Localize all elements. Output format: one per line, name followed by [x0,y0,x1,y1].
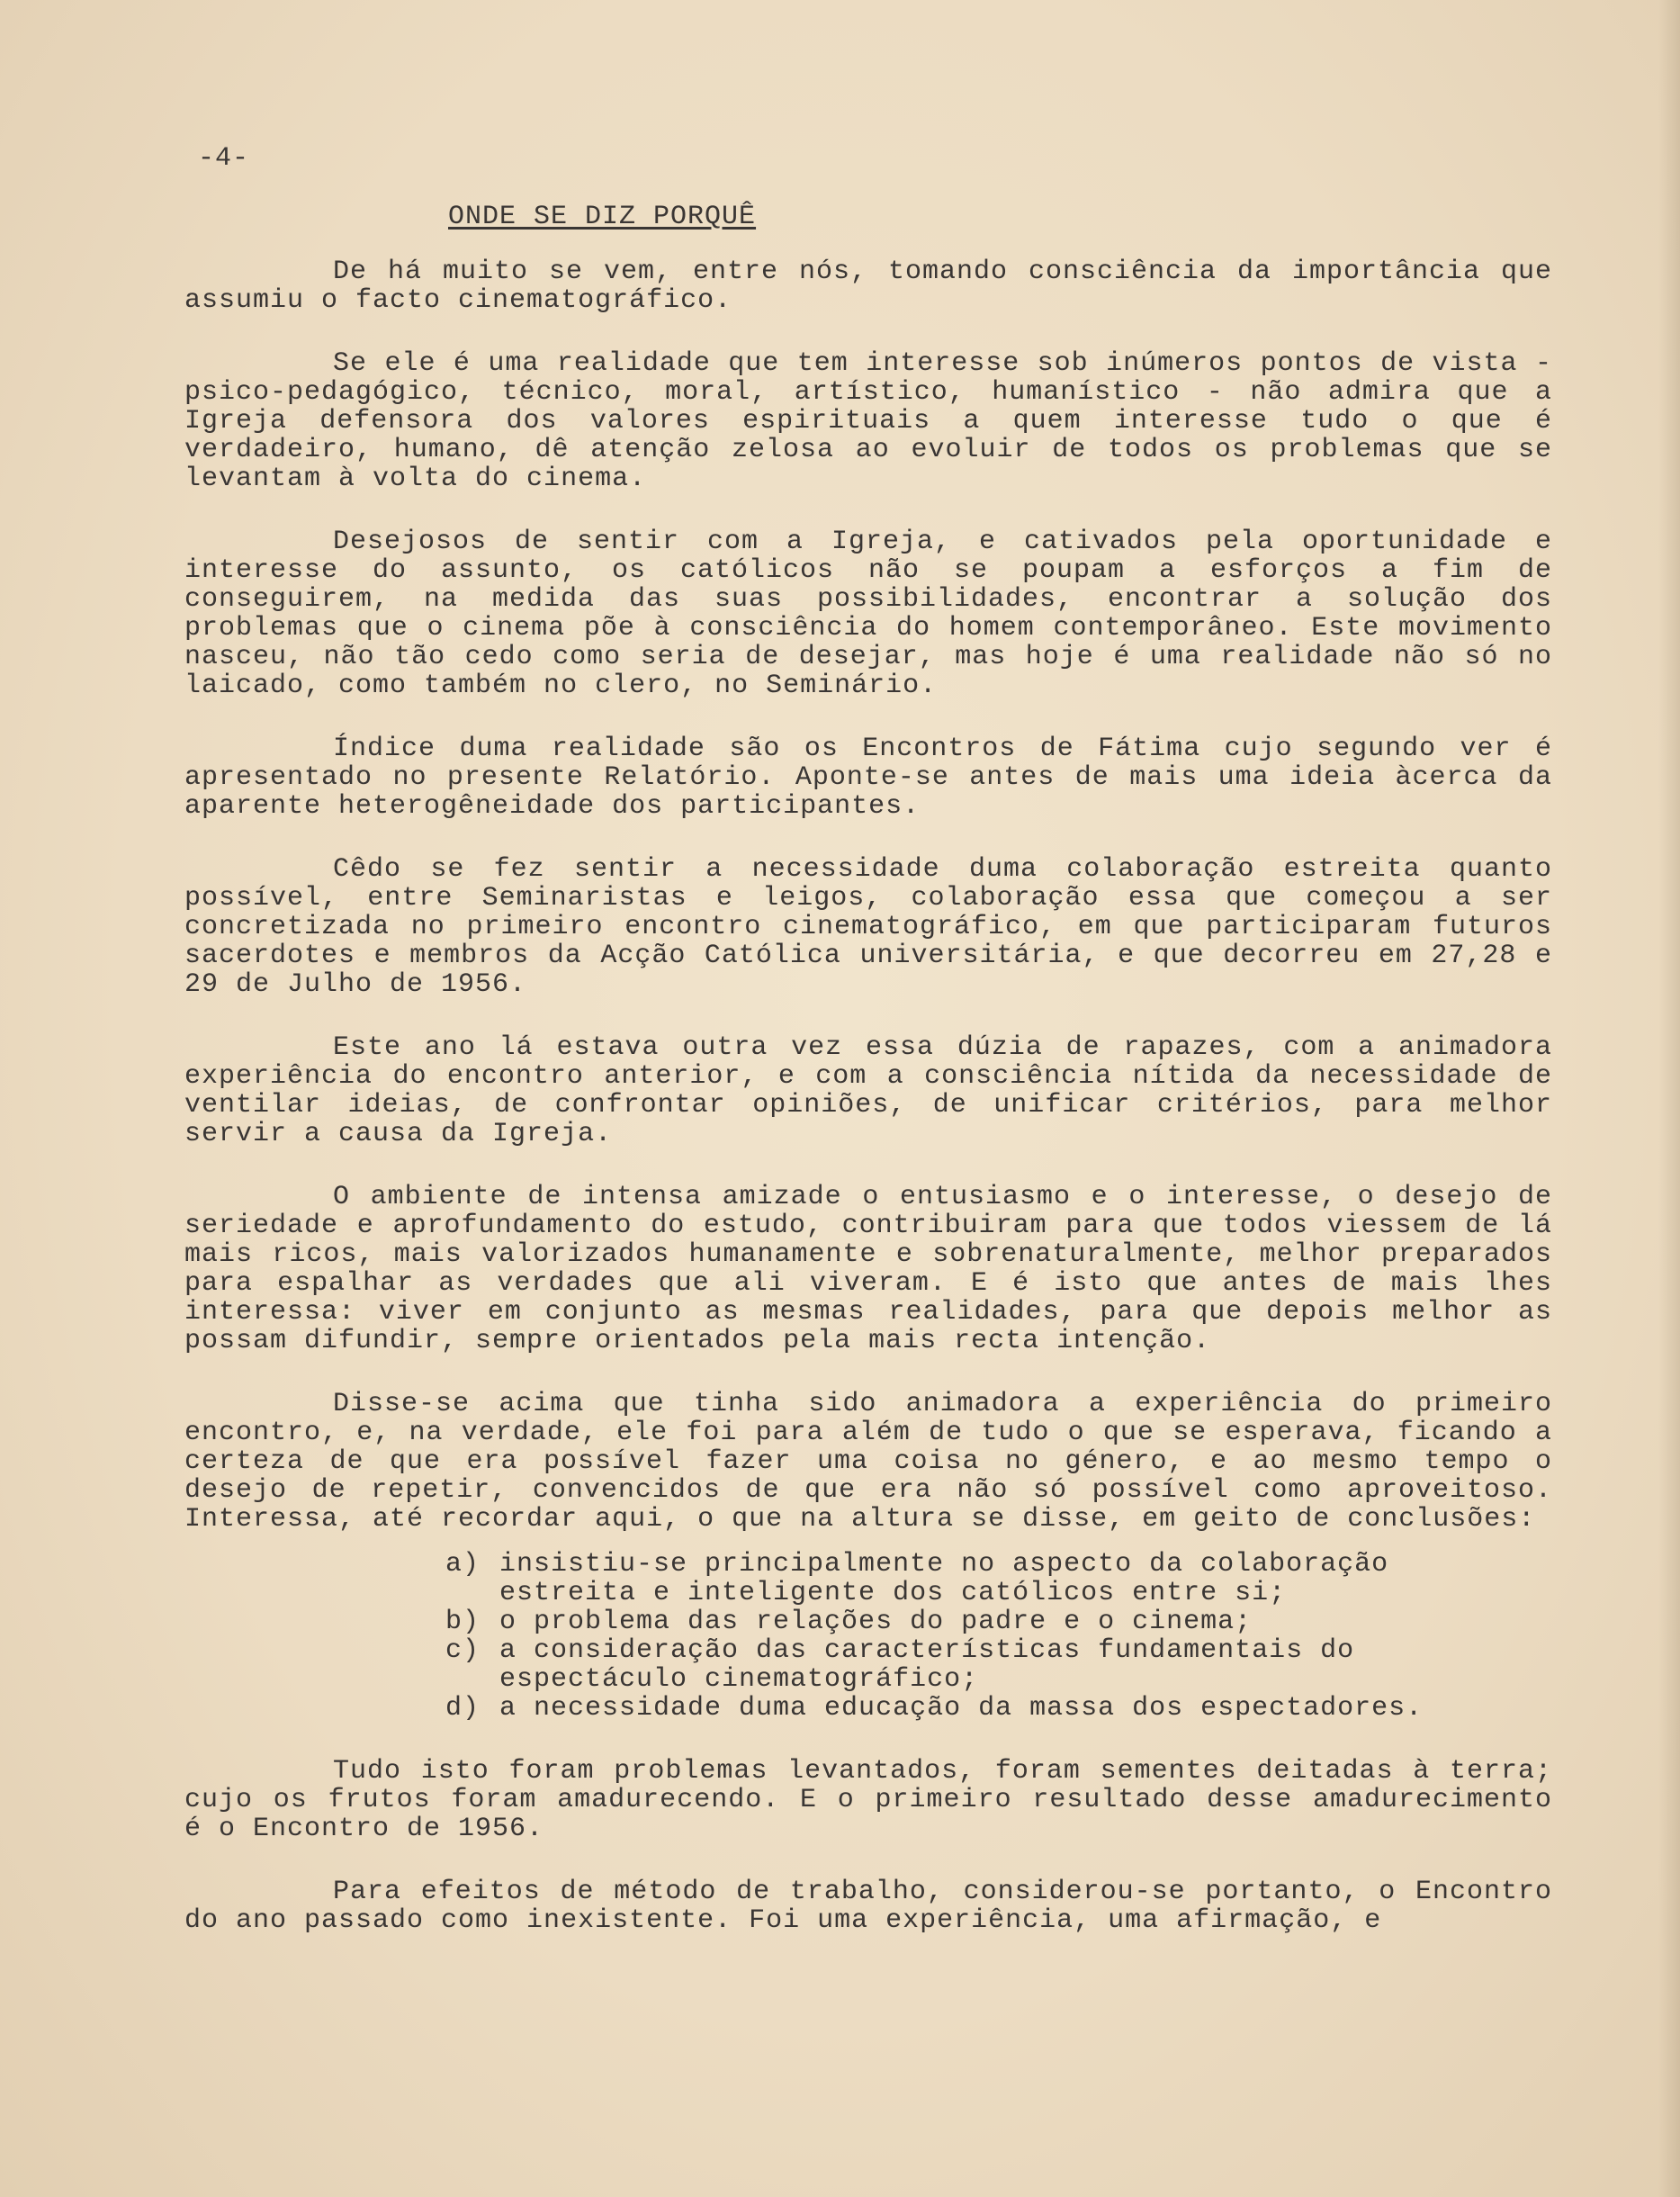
list-item [445,1550,1507,1607]
paragraph: Índice duma realidade são os Encontros de Fátima cujo segundo ver é apresentado no presente Relatório. Aponte-se antes de mais uma ideia àcerca da aparente heterogêneidade dos participantes. [184,734,1552,822]
list-item [445,1694,1507,1723]
paragraph: De há muito se vem, entre nós, tomando consciência da importância que assumiu o facto cinematográfico. [184,257,1552,316]
list-item [445,1607,1507,1636]
paragraph: Para efeitos de método de trabalho, considerou-se portanto, o Encontro do ano passado como inexistente. Foi uma experiência, uma afirmação, e [184,1877,1552,1936]
paragraph: Se ele é uma realidade que tem interesse sob inúmeros pontos de vista - psico-pedagógico, técnico, moral, artístico, humanístico - não admira que a Igreja defensora dos valores espirituais a quem interesse tudo o que é verdadeiro, humano, dê atenção zelosa ao evoluir de todos os problemas que se levantam à volta do cinema. [184,348,1552,494]
list-marker: c) [445,1635,481,1666]
list-item-text: a necessidade duma educação da massa dos espectadores. [499,1693,1424,1724]
page-edge-shadow [1658,0,1680,2197]
paragraph: Tudo isto foram problemas levantados, foram sementes deitadas à terra; cujo os frutos foram amadurecendo. E o primeiro resultado desse amadurecimento é o Encontro de 1956. [184,1756,1552,1844]
list-item-text: insistiu-se principalmente no aspecto da colaboração estreita e inteligente dos católicos entre si; [499,1549,1389,1608]
page-number: -4- [198,143,250,174]
paragraph: Disse-se acima que tinha sido animadora a experiência do primeiro encontro, e, na verdade, ele foi para além de tudo o que se esperava, ficando a certeza de que era possível fazer uma coisa no género, e ao mesmo tempo o desejo de repetir, convencidos de que era não só possível como aproveitoso. Interessa, até recordar aqui, o que na altura se disse, em geito de conclusões: [184,1389,1552,1535]
list-item [445,1636,1507,1694]
list-item-text: a consideração das características fundamentais do espectáculo cinematográfico; [499,1635,1355,1695]
list-marker: d) [445,1693,481,1724]
paragraph: Desejosos de sentir com a Igreja, e cativados pela oportunidade e interesse do assunto, os católicos não se poupam a esforços a fim de conseguirem, na medida das suas possibilidades, encontrar a solução dos problemas que o cinema põe à consciência do homem contemporâneo. Este movimento nasceu, não tão cedo como seria de desejar, mas hoje é uma realidade não só no laicado, como também no clero, no Seminário. [184,527,1552,701]
list-marker: b) [445,1607,481,1637]
paragraph: O ambiente de intensa amizade o entusiasmo e o interesse, o desejo de seriedade e aprofundamento do estudo, contribuiram para que todos viessem de lá mais ricos, mais valorizados humanamente e sobrenaturalmente, melhor preparados para espalhar as verdades que ali viveram. E é isto que antes de mais lhes interessa: viver em conjunto as mesmas realidades, para que depois melhor as possam difundir, sempre orientados pela mais recta intenção. [184,1182,1552,1356]
conclusions-list [445,1550,1507,1723]
document-body [184,257,1552,1969]
paragraph: Cêdo se fez sentir a necessidade duma colaboração estreita quanto possível, entre Seminaristas e leigos, colaboração essa que começou a ser concretizada no primeiro encontro cinematográfico, em que participaram futuros sacerdotes e membros da Acção Católica universitária, e que decorreu em 27,28 e 29 de Julho de 1956. [184,854,1552,1000]
list-marker: a) [445,1549,481,1580]
list-item-text: o problema das relações do padre e o cinema; [499,1607,1253,1637]
paragraph: Este ano lá estava outra vez essa dúzia de rapazes, com a animadora experiência do encontro anterior, e com a consciência nítida da necessidade de ventilar ideias, de confrontar opiniões, de unificar critérios, para melhor servir a causa da Igreja. [184,1032,1552,1149]
section-title: ONDE SE DIZ PORQUÊ [448,202,757,232]
